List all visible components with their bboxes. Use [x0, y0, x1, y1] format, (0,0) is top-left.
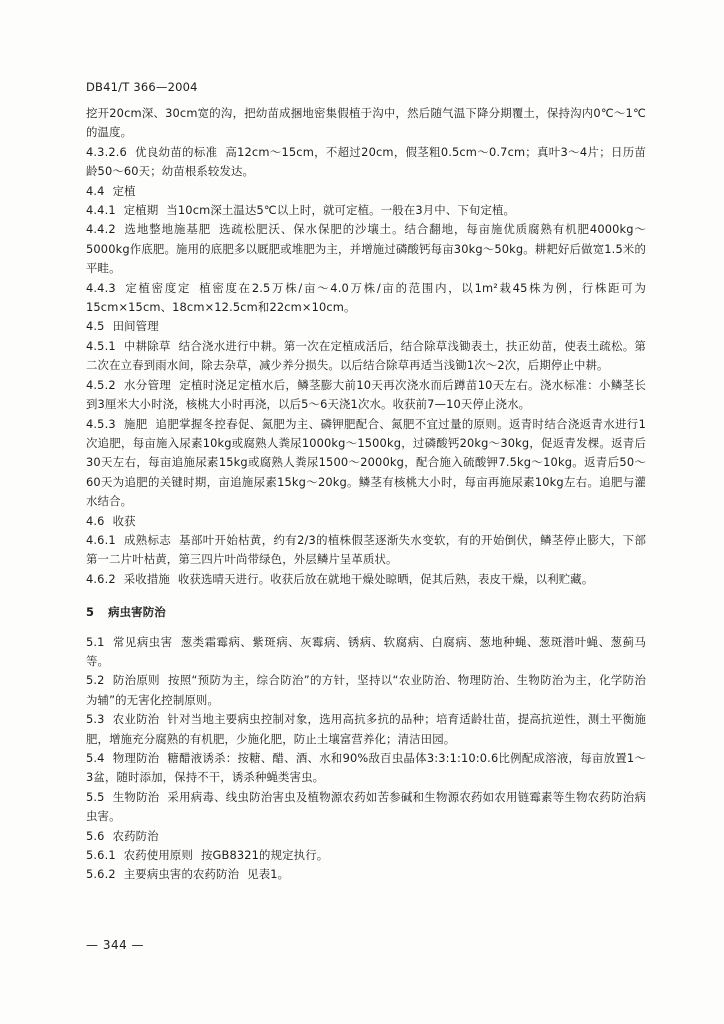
paragraph-text: 当10cm深土温达5℃以上时，就可定植。一般在3月中、下旬定植。 [166, 203, 516, 218]
clause-number: 5.5 [86, 789, 105, 804]
clause-number: 5.6.1 [86, 848, 116, 863]
paragraph-4-5-3 [86, 415, 646, 512]
clause-number: 4.4.1 [86, 203, 116, 218]
clause-title: 生物防治 [112, 789, 160, 804]
clause-title: 定植密度定 [123, 280, 192, 295]
paragraph-text: 选疏松肥沃、保水保肥的沙壤土。结合翻地，每亩施优质腐熟有机肥4000kg～5000kg作底肥。施用的底肥多以厩肥或堆肥为主，并增施过磷酸钙每亩30kg～50kg。耕耙好后做宽1.5米的平畦。 [86, 222, 646, 276]
paragraph-text: 糖醋液诱杀：按糖、醋、酒、水和90%敌百虫晶体3:3:1:10:0.6比例配成溶液，每亩放置1～3盆，随时添加，保持不干，诱杀种蝇类害虫。 [86, 751, 646, 785]
paragraph-continuation [86, 104, 646, 143]
paragraph-4-6-1 [86, 531, 646, 570]
clause-title: 物理防治 [112, 751, 160, 765]
clause-title: 定植期 [123, 203, 159, 218]
paragraph-4-4-3 [86, 279, 646, 318]
paragraph-text: 收获选晴天进行。收获后放在就地干燥处晾晒，促其后熟，表皮干燥，以利贮藏。 [177, 571, 594, 586]
section-number: 5 [86, 605, 95, 620]
paragraph-text: 葱类霜霉病、紫斑病、灰霉病、锈病、软腐病、白腐病、葱地种蝇、葱斑潜叶蝇、葱蓟马等。 [86, 634, 646, 668]
document-body [86, 104, 646, 885]
clause-number: 5.6.2 [86, 867, 116, 882]
paragraph-text: 采用病毒、线虫防治害虫及植物源农药如苦参碱和生物源农药如农用链霉素等生物农药防治病虫害。 [86, 789, 646, 824]
clause-number: 4.6.1 [86, 532, 116, 547]
clause-title: 施肥 [123, 416, 148, 431]
clause-title: 水分管理 [123, 377, 172, 392]
paragraph-5-6-1 [86, 846, 646, 865]
clause-title: 防治原则 [112, 673, 160, 688]
clause-title: 常见病虫害 [112, 634, 173, 649]
clause-number: 4.5 [86, 319, 105, 334]
clause-number: 4.6 [86, 513, 105, 528]
clause-number: 4.4 [86, 183, 105, 198]
paragraph-4-3-2-6 [86, 143, 646, 182]
paragraph-5-4 [86, 749, 646, 788]
clause-number: 4.5.3 [86, 416, 116, 431]
paragraph-text: 挖开20cm深、30cm宽的沟，把幼苗成捆地密集假植于沟中，然后随气温下降分期覆土，保持沟内0℃～1℃的温度。 [86, 106, 646, 140]
clause-title: 成熟标志 [123, 532, 172, 547]
clause-number: 5.3 [86, 712, 105, 727]
paragraph-4-5-2 [86, 376, 646, 415]
clause-number: 5.6 [86, 828, 105, 843]
section-title: 病虫害防治 [108, 605, 166, 620]
clause-number: 5.4 [86, 751, 105, 765]
paragraph-5-1 [86, 633, 646, 672]
paragraph-text: 针对当地主要病虫控制对象，选用高抗多抗的品种；培育适龄壮苗，提高抗逆性，测土平衡施肥，增施充分腐熟的有机肥，少施化肥，防止土壤富营养化；清洁田园。 [86, 712, 646, 746]
clause-title: 农药防治 [112, 828, 159, 843]
clause-title: 农业防治 [112, 712, 160, 727]
clause-number: 4.4.3 [86, 280, 116, 295]
paragraph-4-5-1 [86, 337, 646, 376]
paragraph-text: 高12cm～15cm，不超过20cm，假茎粗0.5cm～0.7cm；真叶3～4片；日历苗龄50～60天；幼苗根系较发达。 [86, 144, 646, 179]
paragraph-4-4-1 [86, 201, 646, 220]
clause-number: 4.5.1 [86, 338, 116, 353]
paragraph-text: 见表1。 [247, 867, 290, 882]
paragraph-text: 结合浇水进行中耕。第一次在定植成活后，结合除草浅锄表土，扶正幼苗，使表土疏松。第二次在立春到雨水间，除去杂草，减少养分损失。以后结合除草再适当浅锄1次～2次，后期停止中耕。 [86, 338, 646, 373]
clause-title: 主要病虫害的农药防治 [123, 867, 240, 882]
section-heading-5 [86, 603, 646, 622]
paragraph-text: 定植时浇足定植水后，鳞茎膨大前10天再次浇水而后蹲苗10天左右。浇水标准：小鳞茎长到3厘米大小时浇，核桃大小时再浇，以后5～6天浇1次水。收获前7—10天停止浇水。 [86, 377, 646, 412]
clause-title: 采收措施 [123, 571, 170, 586]
document-id: DB41/T 366—2004 [86, 80, 198, 94]
clause-title: 农药使用原则 [123, 848, 193, 863]
paragraph-5-5 [86, 788, 646, 827]
clause-number: 4.5.2 [86, 377, 116, 392]
paragraph-5-6-2 [86, 865, 646, 884]
paragraph-5-3 [86, 710, 646, 749]
paragraph-text: 植密度在2.5万株/亩～4.0万株/亩的范围内，以1m²栽45株为例，行株距可为15cm×15cm、18cm×12.5cm和22cm×10cm。 [86, 280, 646, 315]
paragraph-text: 追肥掌握冬控春促、氮肥为主、磷钾肥配合、氮肥不宜过量的原则。返青时结合浇返青水进行1次追肥，每亩施入尿素10kg或腐熟人粪尿1000kg～1500kg，过磷酸钙20kg～30kg，促返青发棵。返青后30天左右，每亩追施尿素15kg或腐熟人粪尿1500～2000kg，配合施入硫酸钾7.5kg～10kg。返青后50～60天为追肥的关键时期，亩追施尿素15kg～20kg。鳞茎有核桃大小时，每亩再施尿素10kg左右。追肥与灌水结合。 [86, 416, 646, 509]
page-number: — 344 — [86, 938, 145, 952]
heading-5-6 [86, 827, 646, 846]
clause-number: 4.6.2 [86, 571, 116, 586]
heading-4-6 [86, 512, 646, 531]
clause-number: 5.2 [86, 673, 105, 688]
paragraph-5-2 [86, 671, 646, 710]
clause-title: 收获 [112, 513, 136, 528]
paragraph-text: 按GB8321的规定执行。 [200, 848, 329, 863]
clause-number: 4.3.2.6 [86, 144, 127, 159]
clause-number: 5.1 [86, 634, 105, 649]
clause-title: 中耕除草 [123, 338, 171, 353]
clause-title: 优良幼苗的标准 [134, 144, 218, 159]
paragraph-text: 基部叶开始枯黄，约有2/3的植株假茎逐渐失水变软，有的开始倒伏，鳞茎停止膨大，下部第一二片叶枯黄，第三四片叶尚带绿色，外层鳞片呈革质状。 [86, 532, 646, 567]
clause-title: 定植 [112, 183, 136, 198]
clause-title: 田间管理 [112, 319, 159, 334]
paragraph-4-4-2 [86, 220, 646, 278]
paragraph-4-6-2 [86, 570, 646, 589]
heading-4-5 [86, 317, 646, 336]
clause-title: 选地整地施基肥 [123, 222, 212, 237]
clause-number: 4.4.2 [86, 222, 116, 237]
paragraph-text: 按照“预防为主，综合防治”的方针，坚持以“农业防治、物理防治、生物防治为主，化学防治为辅”的无害化控制原则。 [86, 673, 646, 707]
heading-4-4 [86, 182, 646, 201]
